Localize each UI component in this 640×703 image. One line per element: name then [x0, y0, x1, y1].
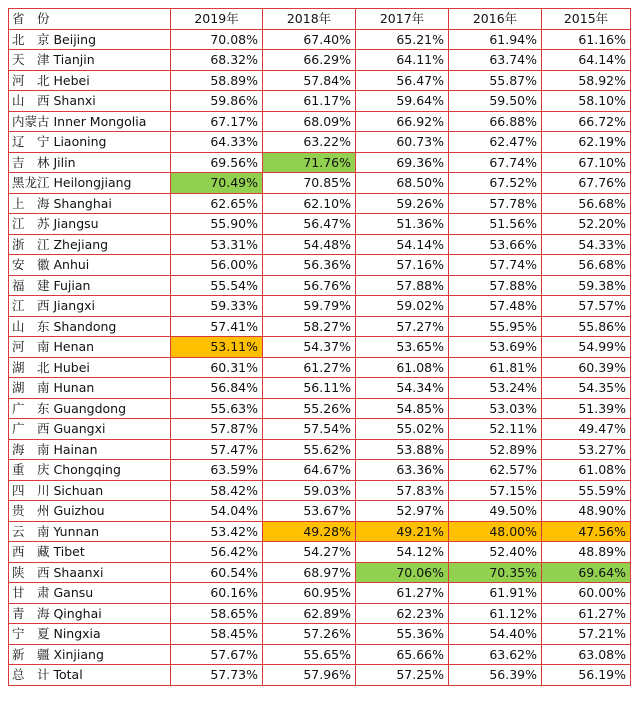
- province-name-cell: 江 西 Jiangxi: [9, 296, 171, 317]
- rate-cell: 65.21%: [356, 29, 449, 50]
- rate-cell: 60.73%: [356, 132, 449, 153]
- rate-cell: 63.62%: [449, 644, 542, 665]
- rate-cell: 63.59%: [171, 460, 263, 481]
- rate-cell: 51.56%: [449, 214, 542, 235]
- table-row: [9, 275, 631, 296]
- header-2016: 2016年: [449, 9, 542, 30]
- rate-cell: 57.16%: [356, 255, 449, 276]
- rate-cell: 63.22%: [263, 132, 356, 153]
- rate-cell: 54.12%: [356, 542, 449, 563]
- province-name-cell: 江 苏 Jiangsu: [9, 214, 171, 235]
- header-province: 省 份: [9, 9, 171, 30]
- rate-cell: 67.74%: [449, 152, 542, 173]
- table-row: [9, 562, 631, 583]
- rate-cell: 56.39%: [449, 665, 542, 686]
- rate-cell: 56.76%: [263, 275, 356, 296]
- province-name-cell: 云 南 Yunnan: [9, 521, 171, 542]
- rate-cell: 57.48%: [449, 296, 542, 317]
- table-row: [9, 296, 631, 317]
- rate-cell: 70.08%: [171, 29, 263, 50]
- province-name-cell: 吉 林 Jilin: [9, 152, 171, 173]
- rate-cell: 62.65%: [171, 193, 263, 214]
- rate-cell: 55.02%: [356, 419, 449, 440]
- table-row: [9, 480, 631, 501]
- rate-cell: 60.16%: [171, 583, 263, 604]
- province-rate-table: [8, 8, 631, 686]
- rate-cell: 53.11%: [171, 337, 263, 358]
- rate-cell: 48.89%: [542, 542, 631, 563]
- rate-cell: 54.37%: [263, 337, 356, 358]
- rate-cell: 57.87%: [171, 419, 263, 440]
- rate-cell: 61.27%: [356, 583, 449, 604]
- table-row: [9, 214, 631, 235]
- rate-cell: 54.04%: [171, 501, 263, 522]
- rate-cell: 57.27%: [356, 316, 449, 337]
- province-name-cell: 北 京 Beijing: [9, 29, 171, 50]
- rate-cell: 70.06%: [356, 562, 449, 583]
- rate-cell: 57.96%: [263, 665, 356, 686]
- rate-cell: 53.31%: [171, 234, 263, 255]
- rate-cell: 54.85%: [356, 398, 449, 419]
- province-name-cell: 河 北 Hebei: [9, 70, 171, 91]
- rate-cell: 70.85%: [263, 173, 356, 194]
- province-name-cell: 上 海 Shanghai: [9, 193, 171, 214]
- rate-cell: 55.87%: [449, 70, 542, 91]
- rate-cell: 56.42%: [171, 542, 263, 563]
- rate-cell: 59.02%: [356, 296, 449, 317]
- rate-cell: 61.27%: [263, 357, 356, 378]
- table-row: [9, 521, 631, 542]
- province-name-cell: 新 疆 Xinjiang: [9, 644, 171, 665]
- rate-cell: 59.50%: [449, 91, 542, 112]
- province-name-cell: 黑龙江 Heilongjiang: [9, 173, 171, 194]
- rate-cell: 60.95%: [263, 583, 356, 604]
- rate-cell: 58.27%: [263, 316, 356, 337]
- province-name-cell: 内蒙古 Inner Mongolia: [9, 111, 171, 132]
- table-row: [9, 378, 631, 399]
- rate-cell: 67.76%: [542, 173, 631, 194]
- rate-cell: 67.10%: [542, 152, 631, 173]
- rate-cell: 57.25%: [356, 665, 449, 686]
- table-row: [9, 173, 631, 194]
- rate-cell: 62.23%: [356, 603, 449, 624]
- province-name-cell: 广 东 Guangdong: [9, 398, 171, 419]
- rate-cell: 58.65%: [171, 603, 263, 624]
- rate-cell: 68.09%: [263, 111, 356, 132]
- rate-cell: 56.36%: [263, 255, 356, 276]
- rate-cell: 71.76%: [263, 152, 356, 173]
- rate-cell: 57.88%: [449, 275, 542, 296]
- rate-cell: 57.15%: [449, 480, 542, 501]
- rate-cell: 61.08%: [356, 357, 449, 378]
- rate-cell: 57.73%: [171, 665, 263, 686]
- province-name-cell: 总 计 Total: [9, 665, 171, 686]
- rate-cell: 57.84%: [263, 70, 356, 91]
- rate-cell: 59.64%: [356, 91, 449, 112]
- rate-cell: 55.54%: [171, 275, 263, 296]
- rate-cell: 61.08%: [542, 460, 631, 481]
- province-name-cell: 福 建 Fujian: [9, 275, 171, 296]
- rate-cell: 69.64%: [542, 562, 631, 583]
- rate-cell: 56.19%: [542, 665, 631, 686]
- rate-cell: 53.24%: [449, 378, 542, 399]
- rate-cell: 47.56%: [542, 521, 631, 542]
- rate-cell: 57.21%: [542, 624, 631, 645]
- rate-cell: 49.47%: [542, 419, 631, 440]
- province-name-cell: 山 西 Shanxi: [9, 91, 171, 112]
- table-row: [9, 603, 631, 624]
- rate-cell: 68.97%: [263, 562, 356, 583]
- rate-cell: 67.17%: [171, 111, 263, 132]
- province-name-cell: 湖 南 Hunan: [9, 378, 171, 399]
- rate-cell: 66.92%: [356, 111, 449, 132]
- rate-cell: 58.92%: [542, 70, 631, 91]
- table-row: [9, 132, 631, 153]
- rate-cell: 52.40%: [449, 542, 542, 563]
- rate-cell: 62.19%: [542, 132, 631, 153]
- rate-cell: 62.89%: [263, 603, 356, 624]
- rate-cell: 55.95%: [449, 316, 542, 337]
- rate-cell: 70.49%: [171, 173, 263, 194]
- table-row: [9, 255, 631, 276]
- rate-cell: 54.14%: [356, 234, 449, 255]
- rate-cell: 52.89%: [449, 439, 542, 460]
- rate-cell: 56.84%: [171, 378, 263, 399]
- rate-cell: 62.10%: [263, 193, 356, 214]
- rate-cell: 53.66%: [449, 234, 542, 255]
- rate-cell: 53.65%: [356, 337, 449, 358]
- rate-cell: 69.56%: [171, 152, 263, 173]
- rate-cell: 57.88%: [356, 275, 449, 296]
- table-row: [9, 152, 631, 173]
- rate-cell: 63.36%: [356, 460, 449, 481]
- rate-cell: 48.90%: [542, 501, 631, 522]
- province-name-cell: 安 徽 Anhui: [9, 255, 171, 276]
- rate-cell: 54.40%: [449, 624, 542, 645]
- rate-cell: 57.83%: [356, 480, 449, 501]
- rate-cell: 61.27%: [542, 603, 631, 624]
- rate-cell: 61.12%: [449, 603, 542, 624]
- table-row: [9, 337, 631, 358]
- table-row: [9, 398, 631, 419]
- table-row: [9, 583, 631, 604]
- rate-cell: 67.40%: [263, 29, 356, 50]
- table-row: [9, 501, 631, 522]
- rate-cell: 59.33%: [171, 296, 263, 317]
- rate-cell: 57.54%: [263, 419, 356, 440]
- rate-cell: 69.36%: [356, 152, 449, 173]
- rate-cell: 55.63%: [171, 398, 263, 419]
- province-name-cell: 浙 江 Zhejiang: [9, 234, 171, 255]
- rate-cell: 57.47%: [171, 439, 263, 460]
- rate-cell: 58.42%: [171, 480, 263, 501]
- rate-cell: 55.90%: [171, 214, 263, 235]
- table-row: [9, 316, 631, 337]
- rate-cell: 49.50%: [449, 501, 542, 522]
- header-row: [9, 9, 631, 30]
- rate-cell: 54.99%: [542, 337, 631, 358]
- header-2018: 2018年: [263, 9, 356, 30]
- table-container: [8, 8, 631, 686]
- rate-cell: 59.26%: [356, 193, 449, 214]
- table-row: [9, 50, 631, 71]
- province-name-cell: 重 庆 Chongqing: [9, 460, 171, 481]
- rate-cell: 67.52%: [449, 173, 542, 194]
- rate-cell: 57.26%: [263, 624, 356, 645]
- rate-cell: 54.35%: [542, 378, 631, 399]
- rate-cell: 68.32%: [171, 50, 263, 71]
- rate-cell: 51.39%: [542, 398, 631, 419]
- rate-cell: 61.81%: [449, 357, 542, 378]
- rate-cell: 64.33%: [171, 132, 263, 153]
- rate-cell: 59.79%: [263, 296, 356, 317]
- table-row: [9, 460, 631, 481]
- table-row: [9, 234, 631, 255]
- rate-cell: 70.35%: [449, 562, 542, 583]
- province-name-cell: 甘 肃 Gansu: [9, 583, 171, 604]
- rate-cell: 57.41%: [171, 316, 263, 337]
- rate-cell: 59.38%: [542, 275, 631, 296]
- rate-cell: 62.47%: [449, 132, 542, 153]
- table-row: [9, 70, 631, 91]
- rate-cell: 65.66%: [356, 644, 449, 665]
- rate-cell: 55.36%: [356, 624, 449, 645]
- province-name-cell: 河 南 Henan: [9, 337, 171, 358]
- rate-cell: 56.00%: [171, 255, 263, 276]
- rate-cell: 53.88%: [356, 439, 449, 460]
- table-row: [9, 419, 631, 440]
- rate-cell: 52.20%: [542, 214, 631, 235]
- province-name-cell: 西 藏 Tibet: [9, 542, 171, 563]
- rate-cell: 66.29%: [263, 50, 356, 71]
- rate-cell: 52.97%: [356, 501, 449, 522]
- rate-cell: 58.45%: [171, 624, 263, 645]
- rate-cell: 51.36%: [356, 214, 449, 235]
- rate-cell: 56.47%: [356, 70, 449, 91]
- rate-cell: 66.88%: [449, 111, 542, 132]
- rate-cell: 62.57%: [449, 460, 542, 481]
- rate-cell: 56.68%: [542, 255, 631, 276]
- rate-cell: 66.72%: [542, 111, 631, 132]
- province-name-cell: 陕 西 Shaanxi: [9, 562, 171, 583]
- header-2017: 2017年: [356, 9, 449, 30]
- rate-cell: 64.14%: [542, 50, 631, 71]
- rate-cell: 57.67%: [171, 644, 263, 665]
- rate-cell: 60.39%: [542, 357, 631, 378]
- rate-cell: 52.11%: [449, 419, 542, 440]
- rate-cell: 55.62%: [263, 439, 356, 460]
- province-name-cell: 宁 夏 Ningxia: [9, 624, 171, 645]
- rate-cell: 57.57%: [542, 296, 631, 317]
- table-row: [9, 193, 631, 214]
- rate-cell: 53.03%: [449, 398, 542, 419]
- rate-cell: 61.94%: [449, 29, 542, 50]
- table-row: [9, 357, 631, 378]
- rate-cell: 61.91%: [449, 583, 542, 604]
- table-row: [9, 624, 631, 645]
- rate-cell: 60.31%: [171, 357, 263, 378]
- rate-cell: 56.68%: [542, 193, 631, 214]
- rate-cell: 64.67%: [263, 460, 356, 481]
- header-2015: 2015年: [542, 9, 631, 30]
- rate-cell: 61.17%: [263, 91, 356, 112]
- rate-cell: 64.11%: [356, 50, 449, 71]
- rate-cell: 53.42%: [171, 521, 263, 542]
- rate-cell: 56.11%: [263, 378, 356, 399]
- rate-cell: 58.10%: [542, 91, 631, 112]
- rate-cell: 54.34%: [356, 378, 449, 399]
- rate-cell: 49.21%: [356, 521, 449, 542]
- table-row: [9, 111, 631, 132]
- rate-cell: 54.33%: [542, 234, 631, 255]
- rate-cell: 48.00%: [449, 521, 542, 542]
- rate-cell: 57.74%: [449, 255, 542, 276]
- rate-cell: 57.78%: [449, 193, 542, 214]
- province-name-cell: 海 南 Hainan: [9, 439, 171, 460]
- rate-cell: 60.54%: [171, 562, 263, 583]
- province-name-cell: 辽 宁 Liaoning: [9, 132, 171, 153]
- province-name-cell: 四 川 Sichuan: [9, 480, 171, 501]
- rate-cell: 59.03%: [263, 480, 356, 501]
- rate-cell: 49.28%: [263, 521, 356, 542]
- rate-cell: 53.69%: [449, 337, 542, 358]
- rate-cell: 54.48%: [263, 234, 356, 255]
- rate-cell: 55.59%: [542, 480, 631, 501]
- table-row: [9, 439, 631, 460]
- table-row: [9, 542, 631, 563]
- rate-cell: 59.86%: [171, 91, 263, 112]
- table-row: [9, 665, 631, 686]
- rate-cell: 68.50%: [356, 173, 449, 194]
- table-body: [9, 29, 631, 685]
- rate-cell: 55.86%: [542, 316, 631, 337]
- rate-cell: 58.89%: [171, 70, 263, 91]
- rate-cell: 63.74%: [449, 50, 542, 71]
- rate-cell: 63.08%: [542, 644, 631, 665]
- rate-cell: 53.27%: [542, 439, 631, 460]
- rate-cell: 55.65%: [263, 644, 356, 665]
- province-name-cell: 青 海 Qinghai: [9, 603, 171, 624]
- province-name-cell: 贵 州 Guizhou: [9, 501, 171, 522]
- rate-cell: 56.47%: [263, 214, 356, 235]
- rate-cell: 61.16%: [542, 29, 631, 50]
- rate-cell: 54.27%: [263, 542, 356, 563]
- rate-cell: 55.26%: [263, 398, 356, 419]
- header-2019: 2019年: [171, 9, 263, 30]
- province-name-cell: 天 津 Tianjin: [9, 50, 171, 71]
- table-row: [9, 91, 631, 112]
- province-name-cell: 湖 北 Hubei: [9, 357, 171, 378]
- table-row: [9, 644, 631, 665]
- table-row: [9, 29, 631, 50]
- province-name-cell: 广 西 Guangxi: [9, 419, 171, 440]
- rate-cell: 60.00%: [542, 583, 631, 604]
- rate-cell: 53.67%: [263, 501, 356, 522]
- province-name-cell: 山 东 Shandong: [9, 316, 171, 337]
